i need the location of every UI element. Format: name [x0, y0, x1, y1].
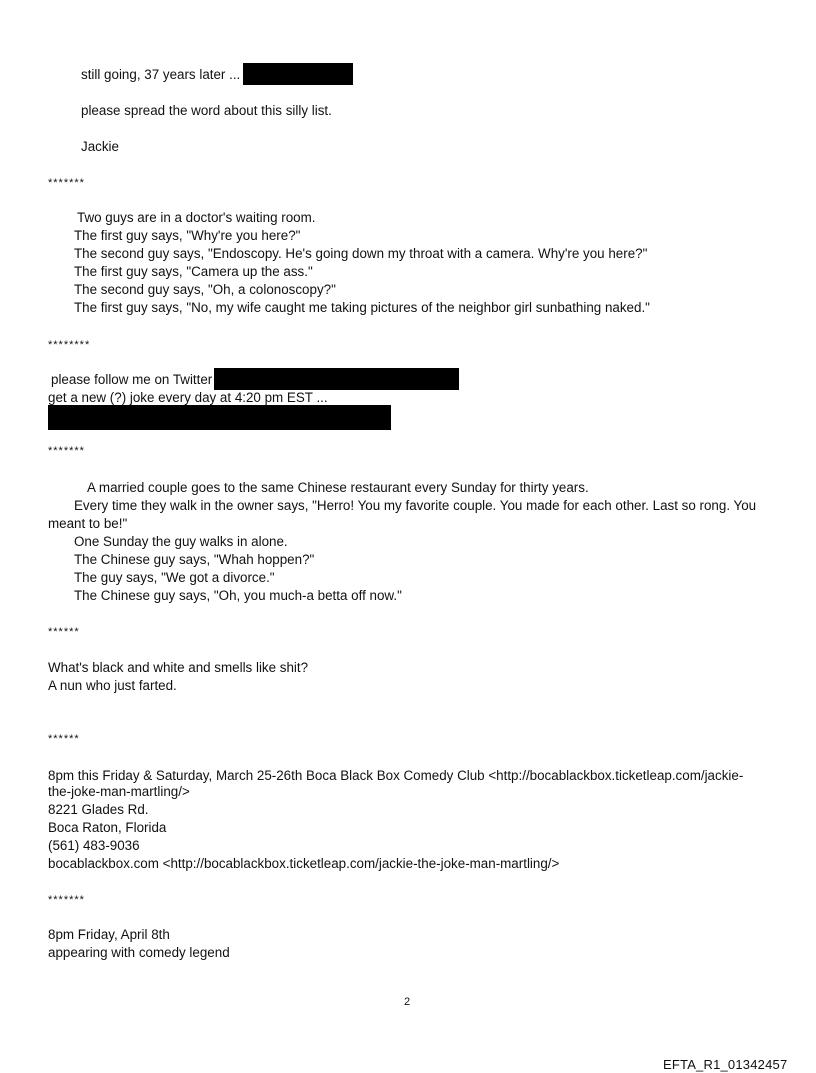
joke-line: The second guy says, "Oh, a colonoscopy?": [74, 282, 336, 297]
separator: ******: [48, 733, 80, 745]
joke-line: meant to be!": [48, 516, 128, 531]
separator: *******: [48, 894, 85, 906]
joke-line: The second guy says, "Endoscopy. He's going down my throat with a camera. Why're you here?": [74, 246, 648, 261]
event-address: 8221 Glades Rd.: [48, 802, 149, 817]
event-line: 8pm this Friday & Saturday, March 25-26th Boca Black Box Comedy Club <http://bocablackbox.ticketleap.com/jackie-: [48, 768, 744, 783]
separator: *******: [48, 445, 85, 457]
joke-line: The first guy says, "No, my wife caught me taking pictures of the neighbor girl sunbathing naked.": [74, 300, 650, 315]
joke-line: A nun who just farted.: [48, 678, 177, 693]
joke-line: The Chinese guy says, "Oh, you much-a betta off now.": [74, 588, 402, 603]
event-website: bocablackbox.com <http://bocablackbox.ticketleap.com/jackie-the-joke-man-martling/>: [48, 856, 560, 871]
text-line: still going, 37 years later ...: [81, 67, 241, 82]
joke-line: Two guys are in a doctor's waiting room.: [77, 210, 316, 225]
bates-number: EFTA_R1_01342457: [663, 1057, 788, 1072]
separator: ********: [48, 339, 91, 351]
twitter-line: get a new (?) joke every day at 4:20 pm EST ...: [48, 390, 328, 405]
event-phone: (561) 483-9036: [48, 838, 140, 853]
redaction-box: [214, 368, 459, 390]
page-number: 2: [404, 996, 411, 1008]
event-line: the-joke-man-martling/>: [48, 784, 190, 799]
separator: ******: [48, 626, 80, 638]
redaction-box: [48, 405, 391, 430]
joke-line: Every time they walk in the owner says, "Herro! You my favorite couple. You made for each other. Last so rong. You: [74, 498, 757, 513]
signature-name: Jackie: [81, 139, 119, 154]
joke-line: The Chinese guy says, "Whah hoppen?": [74, 552, 315, 567]
joke-line: The first guy says, "Camera up the ass.": [74, 264, 313, 279]
joke-line: A married couple goes to the same Chinese restaurant every Sunday for thirty years.: [87, 480, 589, 495]
text-line: please spread the word about this silly list.: [81, 103, 332, 118]
joke-line: The guy says, "We got a divorce.": [74, 570, 275, 585]
event-line: appearing with comedy legend: [48, 945, 230, 960]
event-city: Boca Raton, Florida: [48, 820, 167, 835]
joke-line: What's black and white and smells like shit?: [48, 660, 309, 675]
event-line: 8pm Friday, April 8th: [48, 927, 170, 942]
separator: *******: [48, 177, 85, 189]
redaction-box: [243, 63, 353, 85]
twitter-line: please follow me on Twitter: [51, 372, 213, 387]
joke-line: The first guy says, "Why're you here?": [74, 228, 301, 243]
joke-line: One Sunday the guy walks in alone.: [74, 534, 288, 549]
